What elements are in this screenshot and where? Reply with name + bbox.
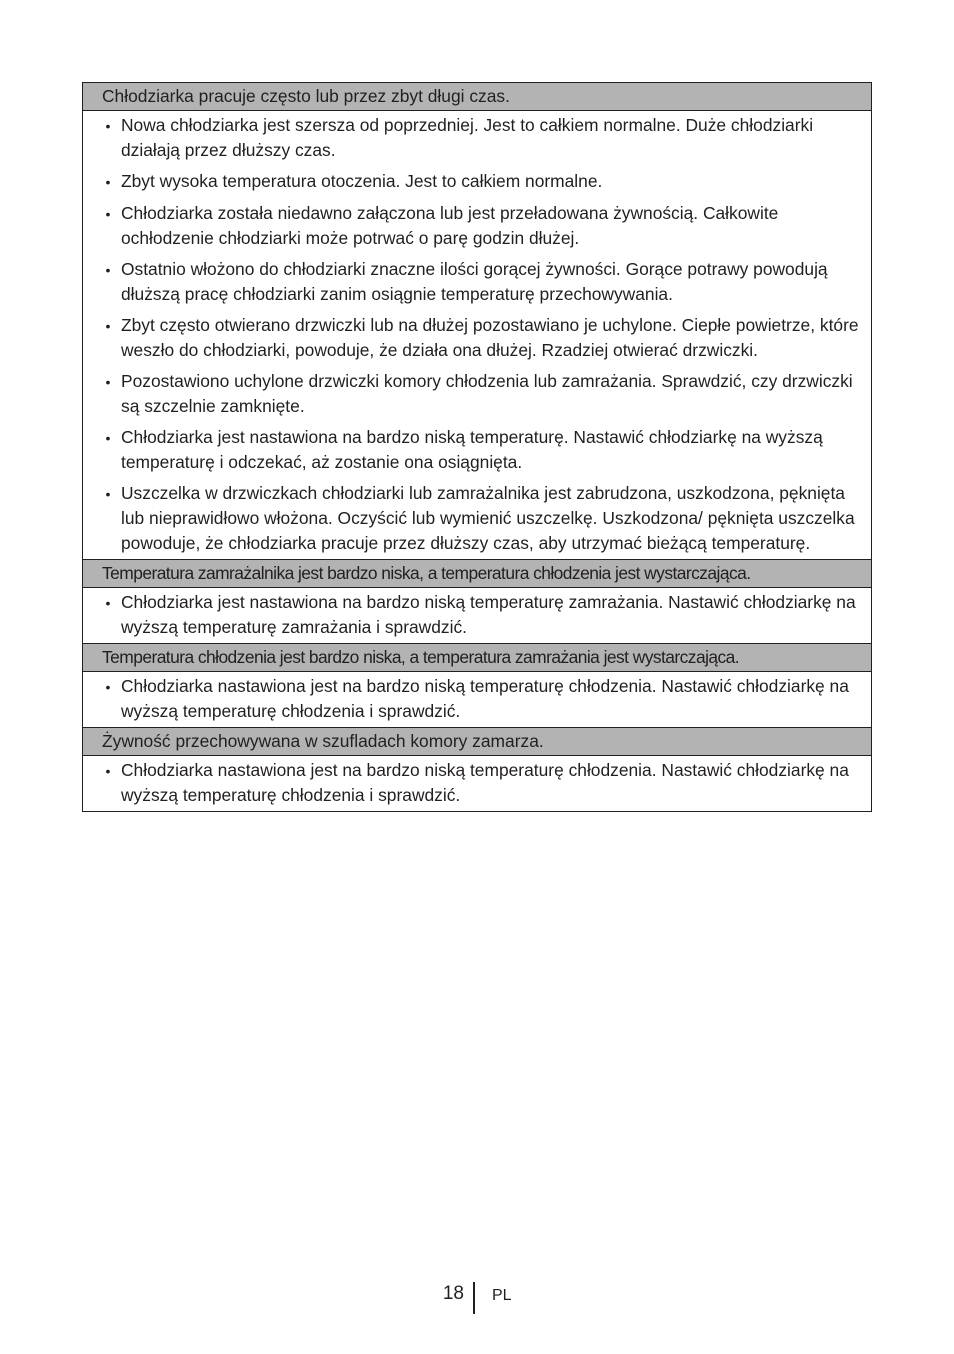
list-item-text: Chłodziarka jest nastawiona na bardzo niską temperaturę. Nastawić chłodziarkę na wyższą temperaturę i odczekać, aż zostanie ona osiągnięta. [121,427,823,472]
list-item [83,758,861,808]
list-item-text: Zbyt wysoka temperatura otoczenia. Jest to całkiem normalne. [121,171,603,191]
bullet-icon: • [105,763,111,779]
list-item-text: Chłodziarka nastawiona jest na bardzo niską temperaturę chłodzenia. Nastawić chłodziarkę na wyższą temperaturę chłodzenia i sprawdzić. [121,760,849,805]
list-item-text: Ostatnio włożono do chłodziarki znaczne ilości gorącej żywności. Gorące potrawy powodują dłuższą pracę chłodziarki zanim osiągnie temperaturę przechowywania. [121,259,828,304]
list-item [83,369,861,419]
troubleshooting-table [82,82,872,812]
list-item [83,113,861,163]
list-item-text: Zbyt często otwierano drzwiczki lub na dłużej pozostawiano je uchylone. Ciepłe powietrze, które weszło do chłodziarki, powoduje, że działa ona dłużej. Rzadziej otwierać drzwiczki. [121,315,859,360]
list-item [83,169,861,195]
bullet-icon: • [105,486,111,502]
list-item [83,313,861,363]
bullet-icon: • [105,174,111,190]
list-item-text: Pozostawiono uchylone drzwiczki komory chłodzenia lub zamrażania. Sprawdzić, czy drzwiczki są szczelnie zamknięte. [121,371,853,416]
bullet-icon: • [105,430,111,446]
list-item-text: Uszczelka w drzwiczkach chłodziarki lub zamrażalnika jest zabrudzona, uszkodzona, pęknięta lub nieprawidłowo włożona. Oczyścić lub wymienić uszczelkę. Uszkodzona/ pęknięta uszczelka powoduje, że chłodziarka pracuje przez dłuższy czas, aby utrzymać bieżącą temperaturę. [121,483,855,553]
bullet-icon: • [105,118,111,134]
page-footer [0,1280,954,1316]
section-header: Temperatura chłodzenia jest bardzo niska, a temperatura zamrażania jest wystarczająca. [83,644,871,671]
list-item [83,201,861,251]
language-code: PL [492,1287,512,1304]
footer-divider [473,1282,475,1314]
section-body [83,671,871,728]
list-item-text: Chłodziarka jest nastawiona na bardzo niską temperaturę zamrażania. Nastawić chłodziarkę na wyższą temperaturę zamrażania i sprawdzić. [121,592,856,637]
bullet-icon: • [105,595,111,611]
section-header: Żywność przechowywana w szufladach komory zamarza. [83,728,871,755]
bullet-icon: • [105,206,111,222]
section-header: Temperatura zamrażalnika jest bardzo niska, a temperatura chłodzenia jest wystarczająca. [83,560,871,587]
bullet-icon: • [105,262,111,278]
section-body [83,755,871,811]
list-item-text: Chłodziarka nastawiona jest na bardzo niską temperaturę chłodzenia. Nastawić chłodziarkę na wyższą temperaturę chłodzenia i sprawdzić. [121,676,849,721]
list-item [83,257,861,307]
list-item-text: Chłodziarka została niedawno załączona lub jest przeładowana żywnością. Całkowite ochłodzenie chłodziarki może potrwać o parę godzin dłużej. [121,203,779,248]
page-number: 18 [442,1283,464,1304]
section-body [83,587,871,644]
list-item-text: Nowa chłodziarka jest szersza od poprzedniej. Jest to całkiem normalne. Duże chłodziarki działają przez dłuższy czas. [121,115,814,160]
bullet-icon: • [105,318,111,334]
list-item [83,481,861,556]
bullet-icon: • [105,679,111,695]
bullet-icon: • [105,374,111,390]
list-item [83,674,861,724]
list-item [83,590,861,640]
section-body [83,110,871,560]
section-header: Chłodziarka pracuje często lub przez zbyt długi czas. [83,83,871,110]
list-item [83,425,861,475]
